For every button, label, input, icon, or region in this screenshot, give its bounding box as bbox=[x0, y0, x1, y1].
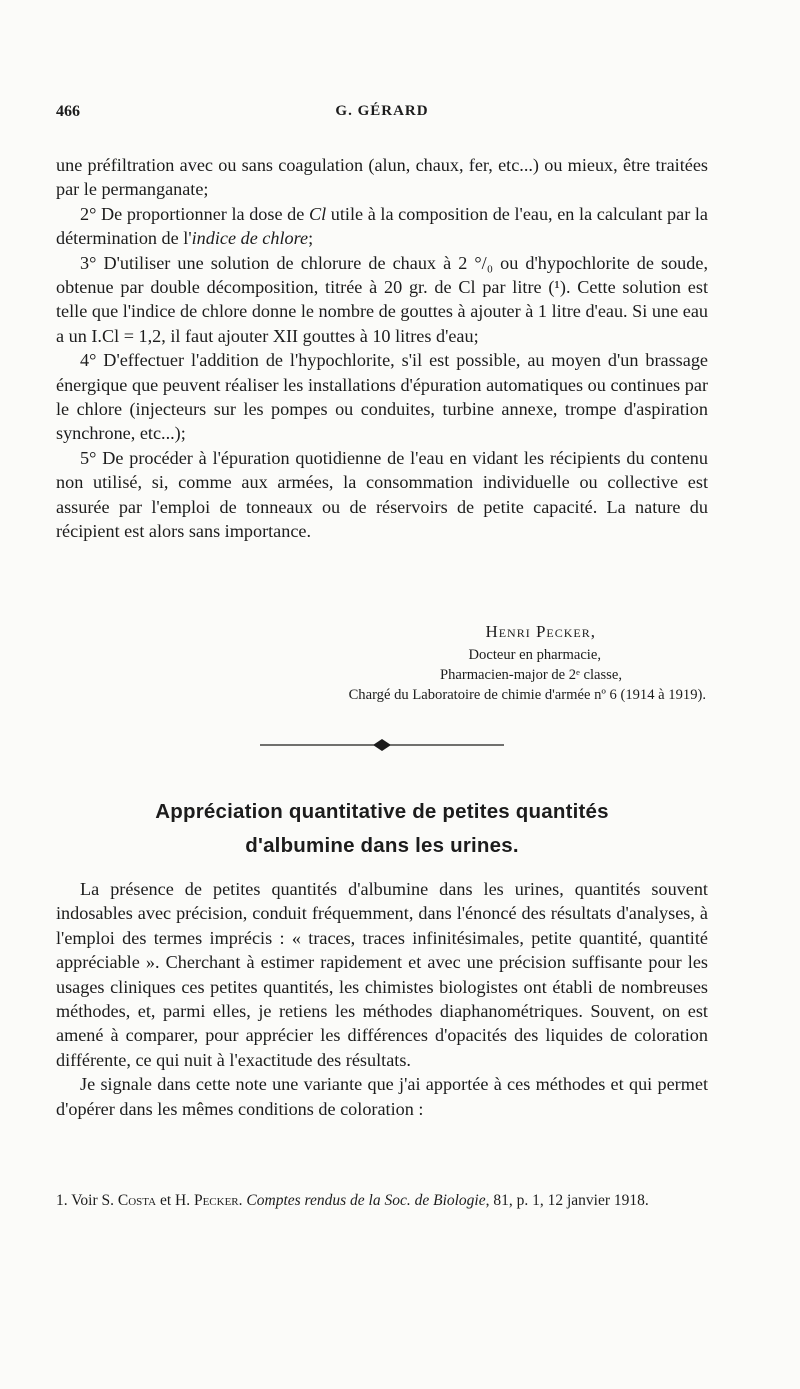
footnote-journal: Comptes rendus de la Soc. de Biologie bbox=[246, 1192, 486, 1209]
footnote bbox=[56, 1190, 708, 1212]
article-title bbox=[56, 795, 708, 863]
divider-diamond-icon bbox=[373, 739, 391, 751]
item-2-text-c: ; bbox=[308, 228, 314, 249]
item-4-paragraph: 4° D'effectuer l'addition de l'hypochlorite, s'il est possible, au moyen d'un brassage énergique que peuvent réaliser les installations d'épuration automatiques ou continues par le chlore (injecteurs sur les pompes ou conduites, turbine annexe, trompe d'aspiration synchrone, etc...); bbox=[56, 350, 708, 444]
item-2-cl-italic: Cl bbox=[308, 203, 327, 224]
item-2-paragraph bbox=[56, 202, 708, 251]
article-paragraph-2: Je signale dans cette note une variante que j'ai apportée à ces méthodes et qui permet d'opérer dans les mêmes conditions de coloration : bbox=[56, 1074, 708, 1119]
footnote-text-a: Voir S. bbox=[67, 1192, 118, 1209]
signature-title-1: Docteur en pharmacie, bbox=[468, 647, 601, 663]
item-3-paragraph: 3° D'utiliser une solution de chlorure de chaux à 2 °/₀ ou d'hypochlorite de soude, obtenue par double décomposition, titrée à 20 gr. de Cl par litre (¹). Cette solution est telle que l'indice de chlore donne le nombre de gouttes à ajouter à 1 litre d'eau. Si une eau a un I.Cl = 1,2, il faut ajouter XII gouttes à 10 litres d'eau; bbox=[56, 252, 708, 346]
footnote-text-d: , 81, p. 1, 12 janvier 1918. bbox=[485, 1192, 649, 1209]
item-2-indice-italic: indice de chlore bbox=[191, 228, 309, 249]
signature-title-3: Chargé du Laboratoire de chimie d'armée nº 6 (1914 à 1919). bbox=[348, 687, 706, 703]
footnote-author-1: Costa bbox=[117, 1192, 157, 1209]
signature-title-2: Pharmacien-major de 2ᵉ classe, bbox=[439, 667, 622, 683]
item-5-paragraph: 5° De procéder à l'épuration quotidienne de l'eau en vidant les récipients du contenu non utilisé, si, comme aux armées, la consommation individuelle ou collective est assurée par l'emploi de tonneaux ou de réservoirs de petite capacité. La nature du récipient est alors sans importance. bbox=[56, 447, 708, 542]
footnote-author-2: Pecker bbox=[193, 1192, 239, 1209]
article-title-line-2: d'albumine dans les urines. bbox=[245, 834, 519, 857]
article-body bbox=[56, 877, 708, 1121]
footnote-text-b: et H. bbox=[156, 1192, 194, 1209]
running-head: G. GÉRARD bbox=[335, 103, 429, 119]
page-header bbox=[56, 103, 708, 125]
item-2-text-a: 2° De proportionner la dose de bbox=[80, 203, 309, 224]
signature-name: Henri Pecker, bbox=[485, 622, 596, 641]
article-title-line-1: Appréciation quantitative de petites quantités bbox=[155, 800, 609, 823]
section-divider-ornament bbox=[260, 738, 504, 752]
footnote-text-c: . bbox=[238, 1192, 247, 1209]
top-text-block bbox=[56, 153, 708, 544]
signature-block bbox=[56, 619, 708, 705]
item-2-text-b: utile à la composition de l'eau, en la calculant par la détermination de l' bbox=[56, 203, 708, 249]
footnote-number: 1. bbox=[56, 1192, 68, 1209]
article-paragraph-1: La présence de petites quantités d'albumine dans les urines, quantités souvent indosables avec précision, conduit fréquemment, dans l'énoncé des résultats d'analyses, à l'emploi des termes imprécis : « traces, traces infinitésimales, petite quantité, quantité appréciable ». Cherchant à estimer rapidement et avec une précision suffisante pour les usages cliniques ces petites quantités, les chimistes biologistes ont établi de nombreuses méthodes, et, parmi elles, je retiens les méthodes diaphanométriques. Souvent, on est amené à comparer, pour apprécier les différences d'opacités des liquides de coloration différente, ce qui nuit à l'exactitude des résultats. bbox=[56, 879, 708, 1070]
continuation-paragraph: une préfiltration avec ou sans coagulation (alun, chaux, fer, etc...) ou mieux, être traitées par le permanganate; bbox=[56, 155, 708, 200]
page-number: 466 bbox=[56, 103, 80, 120]
